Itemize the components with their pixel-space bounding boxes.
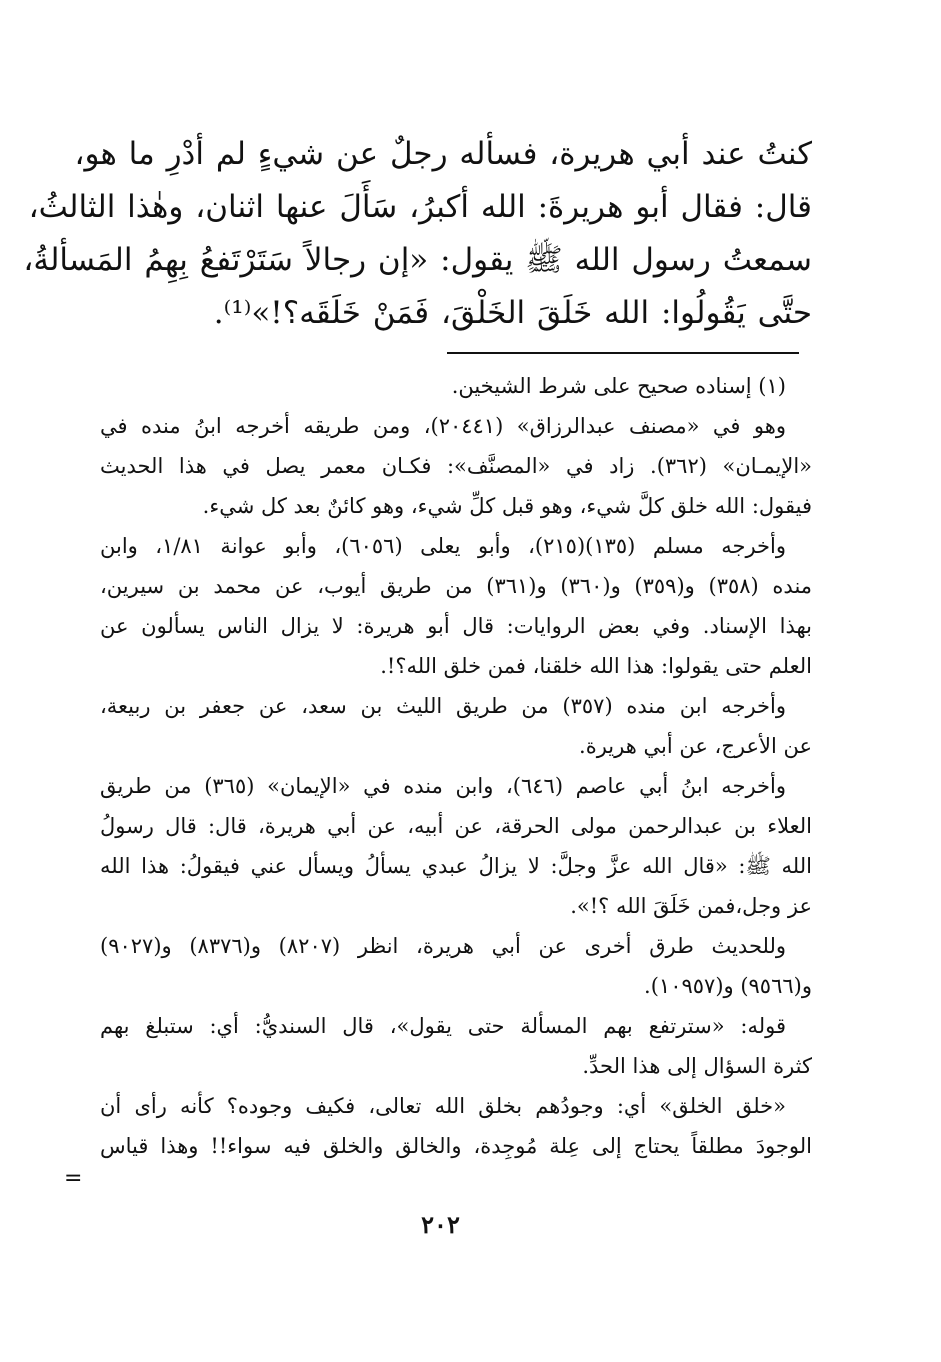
footnote-line: وأخرجه مسلم (١٣٥)(٢١٥)، وأبو يعلى (٦٠٥٦)، وأبو عوانة ١/٨١، وابن [100, 534, 786, 558]
hadith-line: قال: فقال أبو هريرةَ: الله أكبرُ، سَأَلَ عنها اثنان، وهٰذا الثالثُ، [28, 189, 812, 225]
footnote-line: وأخرجه ابنُ أبي عاصم (٦٤٦)، وابن منده في «الإيمان» (٣٦٥) من طريق [100, 774, 787, 798]
footnote-line: عن الأعرج، عن أبي هريرة. [579, 734, 812, 758]
footnote-line: «الإيمـان» (٣٦٢). زاد في «المصنَّف»: فكـان معمر يصل في هذا الحديث [100, 454, 812, 478]
footnotes-section [100, 366, 812, 1166]
footnote-line: منده (٣٥٨) و(٣٥٩) و(٣٦٠) و(٣٦١) من طريق أيوب، عن محمد بن سيرين، [100, 574, 812, 598]
footnote-line: كثرة السؤال إلى هذا الحدِّ. [582, 1054, 812, 1078]
continuation-mark: = [64, 1166, 83, 1191]
hadith-line: سمعتُ رسول الله ﷺ يقول: «إن رجالاً سَتَرْتَفعُ بِهِمُ المَسألةُ، [23, 242, 812, 278]
footnote-line: قوله: «سترتفع بهم المسألة حتى يقول»، قال السنديُّ: أي: ستبلغ بهم [100, 1014, 786, 1038]
footnote-line: (١) إسناده صحيح على شرط الشيخين. [451, 374, 786, 398]
page-number: ٢٠٢ [421, 1210, 460, 1239]
footnote-line: وهو في «مصنف عبدالرزاق» (٢٠٤٤١)، ومن طريقه أخرجه ابنُ منده في [100, 414, 786, 438]
hadith-line: حتَّى يَقُولُوا: الله خَلَقَ الخَلْقَ، فَمَنْ خَلَقَه؟!»⁽¹⁾. [213, 295, 812, 331]
footnote-line: وللحديث طرق أخرى عن أبي هريرة، انظر (٨٢٠٧) و(٨٣٧٦) و(٩٠٢٧) [100, 934, 787, 958]
footnote-line: وأخرجه ابن منده (٣٥٧) من طريق الليث بن سعد، عن جعفر بن ربيعة، [100, 694, 786, 718]
footnote-line: عز وجل،فمن خَلَقَ الله ؟!». [570, 894, 812, 918]
hadith-line: كنتُ عند أبي هريرة، فسأله رجلٌ عن شيءٍ لم أدْرِ ما هو، [74, 136, 812, 172]
footnote-line: فيقول: الله خلق كلَّ شيء، وهو قبل كلِّ شيء، وهو كائنٌ بعد كل شيء. [202, 494, 812, 518]
footnote-line: الوجودَ مطلقاً يحتاج إلى عِلة مُوجِدة، والخالق والخلق فيه سواء!! وهذا قياس [100, 1134, 812, 1158]
footnote-line: العلاء بن عبدالرحمن مولى الحرقة، عن أبيه، عن أبي هريرة، قال: قال رسولُ [100, 814, 812, 838]
hadith-text [23, 128, 812, 340]
footnote-line: الله ﷺ: «قال الله عزَّ وجلَّ: لا يزالُ عبدي يسألُ ويسأل عني فيقولُ: هذا الله [100, 854, 812, 878]
footnote-divider [447, 352, 799, 354]
footnote-line: بهذا الإسناد. وفي بعض الروايات: قال أبو هريرة: لا يزال الناس يسألون عن [100, 614, 812, 638]
footnote-line: «خلق الخلق» أي: وجودُهم بخلق الله تعالى، فكيف وجوده؟ كأنه رأى أن [100, 1094, 786, 1118]
footnote-line: العلم حتى يقولوا: هذا الله خلقنا، فمن خلق الله؟!. [380, 654, 812, 678]
footnote-line: و(٩٥٦٦) و(١٠٩٥٧). [644, 974, 812, 998]
